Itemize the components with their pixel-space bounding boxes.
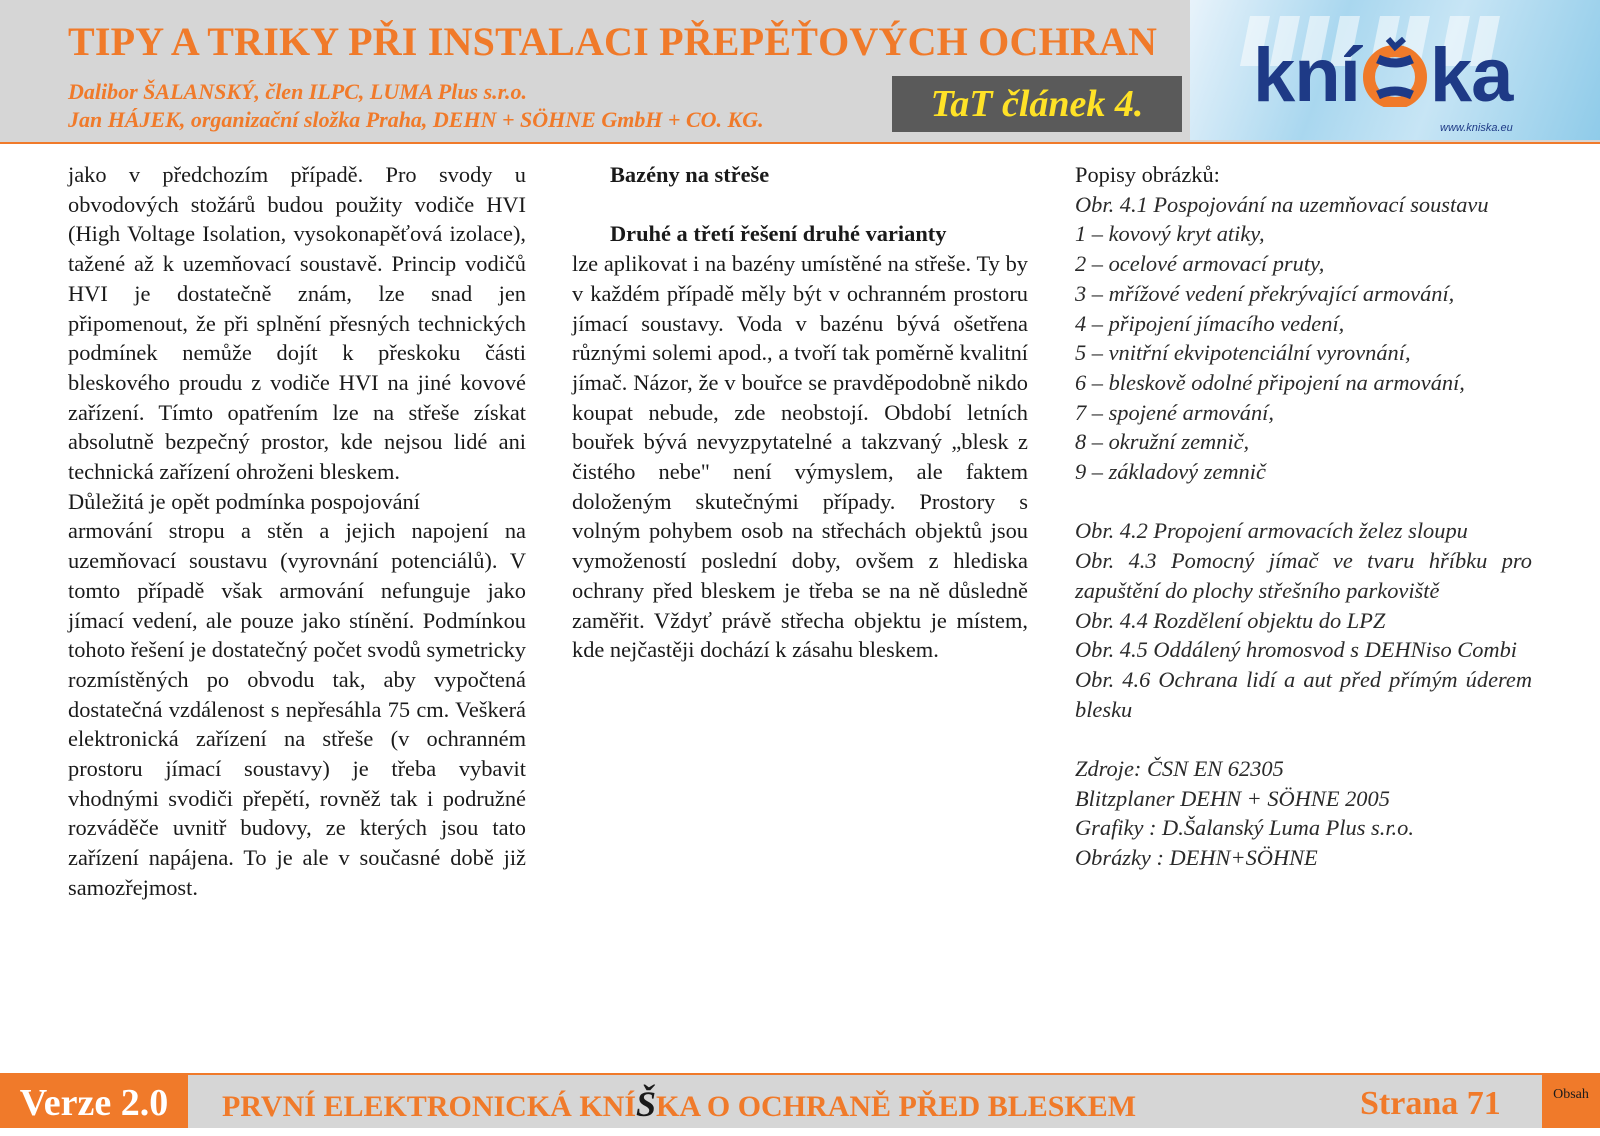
section-heading: Bazény na střeše xyxy=(610,162,770,187)
figure-legend-list xyxy=(1075,219,1532,486)
text-column-2 xyxy=(572,160,1028,665)
legend-item: 6 – bleskově odolné připojení na armování, xyxy=(1075,369,1465,395)
version-label: Verze 2.0 xyxy=(0,1075,188,1128)
body-paragraph: armování stropu a stěn a jejich napojení na uzemňovací soustavu (vyrovnání potenciálů). V tomto případě však armování nefunguje jako jímací vedení, ale pouze jako stínění. Podmínkou tohoto řešení je dostatečný počet svodů symetricky rozmístěných po obvodu tak, aby vypočtená dostatečná vzdálenost s nepřesáhla 75 cm. Veškerá elektronická zařízení na střeše (v ochranném prostoru jímací soustavy) je třeba vybavit vhodnými svodiči přepětí, rovněž tak i podružné rozváděče uvnitř budovy, ze kterých jsou tato zařízení napájena. To je ale v současné době již samozřejmost. xyxy=(68,518,526,900)
kniska-logo[interactable] xyxy=(1190,0,1600,140)
article-title: TIPY A TRIKY PŘI INSTALACI PŘEPĚŤOVÝCH OCHRAN xyxy=(68,19,1158,64)
footer-title-end: KA O OCHRANĚ PŘED BLESKEM xyxy=(656,1090,1137,1123)
source-item: Zdroje: ČSN EN 62305 xyxy=(1075,756,1284,782)
figure-caption: Obr. 4.1 Pospojování na uzemňovací soustavu xyxy=(1075,191,1489,217)
logo-wordmark xyxy=(1253,33,1513,118)
legend-item: 1 – kovový kryt atiky, xyxy=(1075,221,1265,247)
logo-text-start: kní xyxy=(1253,33,1360,118)
figure-captions-column xyxy=(1075,160,1532,873)
source-item: Grafiky : D.Šalanský Luma Plus s.r.o. xyxy=(1075,815,1414,841)
spacer xyxy=(1075,724,1532,754)
spacer xyxy=(1075,487,1532,517)
legend-item: 7 – spojené armování, xyxy=(1075,399,1275,425)
table-of-contents-button[interactable]: Obsah xyxy=(1542,1075,1600,1128)
source-item: Obrázky : DEHN+SÖHNE xyxy=(1075,845,1318,871)
header-divider xyxy=(0,142,1600,144)
footer-title-start: PRVNÍ ELEKTRONICKÁ KNÍ xyxy=(222,1090,636,1123)
body-paragraph: lze aplikovat i na bazény umístěné na střeše. Ty by v každém případě měly být v ochranném prostoru jímací soustavy. Voda v bazénu bývá ošetřena různými solemi apod., a tvoří tak poměrně kvalitní jímač. Názor, že v bouřce se pravděpodobně nikdo koupat nebude, zde neobstojí. Období letních bouřek bývá nevyzpytatelné a takzvaný „blesk z čistého nebe" není výmyslem, ale faktem doloženým skutečnými případy. Prostory s volným pohybem osob na střechách objektů jsou vymožeností poslední doby, ovšem z hlediska ochrany před bleskem je třeba se na ně důsledně zaměřit. Vždyť právě střecha objektu je místem, kde nejčastěji dochází k zásahu bleskem. xyxy=(572,251,1028,663)
source-item: Blitzplaner DEHN + SÖHNE 2005 xyxy=(1075,785,1390,811)
figure-caption: Obr. 4.5 Oddálený hromosvod s DEHNiso Combi xyxy=(1075,637,1518,663)
subsection-heading: Druhé a třetí řešení druhé varianty xyxy=(610,221,947,247)
page-number: Strana 71 xyxy=(1360,1085,1501,1122)
captions-heading: Popisy obrázků: xyxy=(1075,162,1220,187)
legend-item: 8 – okružní zemnič, xyxy=(1075,429,1250,455)
legend-item: 5 – vnitřní ekvipotenciální vyrovnání, xyxy=(1075,340,1411,366)
figure-caption: Obr. 4.3 Pomocný jímač ve tvaru hříbku pro zapuštění do plochy střešního parkoviště xyxy=(1075,548,1532,603)
legend-item: 2 – ocelové armovací pruty, xyxy=(1075,251,1325,277)
logo-text-end: ka xyxy=(1429,33,1513,118)
sources-list xyxy=(1075,754,1532,873)
legend-item: 9 – základový zemnič xyxy=(1075,459,1266,485)
logo-s-icon xyxy=(1360,37,1430,107)
logo-url: www.kniska.eu xyxy=(1440,122,1513,134)
figure-caption: Obr. 4.4 Rozdělení objektu do LPZ xyxy=(1075,607,1386,633)
legend-item: 3 – mřížové vedení překrývající armování, xyxy=(1075,280,1455,306)
footer-book-title xyxy=(222,1075,1222,1136)
figure-caption: Obr. 4.2 Propojení armovacích želez sloupu xyxy=(1075,518,1468,544)
body-paragraph-lead: Důležitá je opět podmínka pospojování xyxy=(68,488,420,514)
text-column-1 xyxy=(68,160,526,903)
author-line-1: Dalibor ŠALANSKÝ, člen ILPC, LUMA Plus s.r.o. xyxy=(68,79,528,104)
author-line-2: Jan HÁJEK, organizační složka Praha, DEHN + SÖHNE GmbH + CO. KG. xyxy=(68,107,764,132)
article-number-badge: TaT článek 4. xyxy=(892,76,1182,132)
legend-item: 4 – připojení jímacího vedení, xyxy=(1075,310,1345,336)
figure-caption: Obr. 4.6 Ochrana lidí a aut před přímým úderem blesku xyxy=(1075,666,1532,722)
footer-title-s: Š xyxy=(636,1084,657,1124)
body-paragraph: jako v předchozím případě. Pro svody u obvodových stožárů budou použity vodiče HVI (High Voltage Isolation, vysokonapěťová izolace), tažené až k uzemňovací soustavě. Princip vodičů HVI je dostatečně znám, lze snad jen připomenout, že při splnění přesných technických podmínek nemůže dojít k přeskoku části bleskového proudu z vodiče HVI na jiné kovové zařízení. Tímto opatřením lze na střeše získat absolutně bezpečný prostor, kde nejsou lidé ani technická zařízení ohroženi bleskem. xyxy=(68,162,526,485)
spacer xyxy=(572,190,1028,220)
